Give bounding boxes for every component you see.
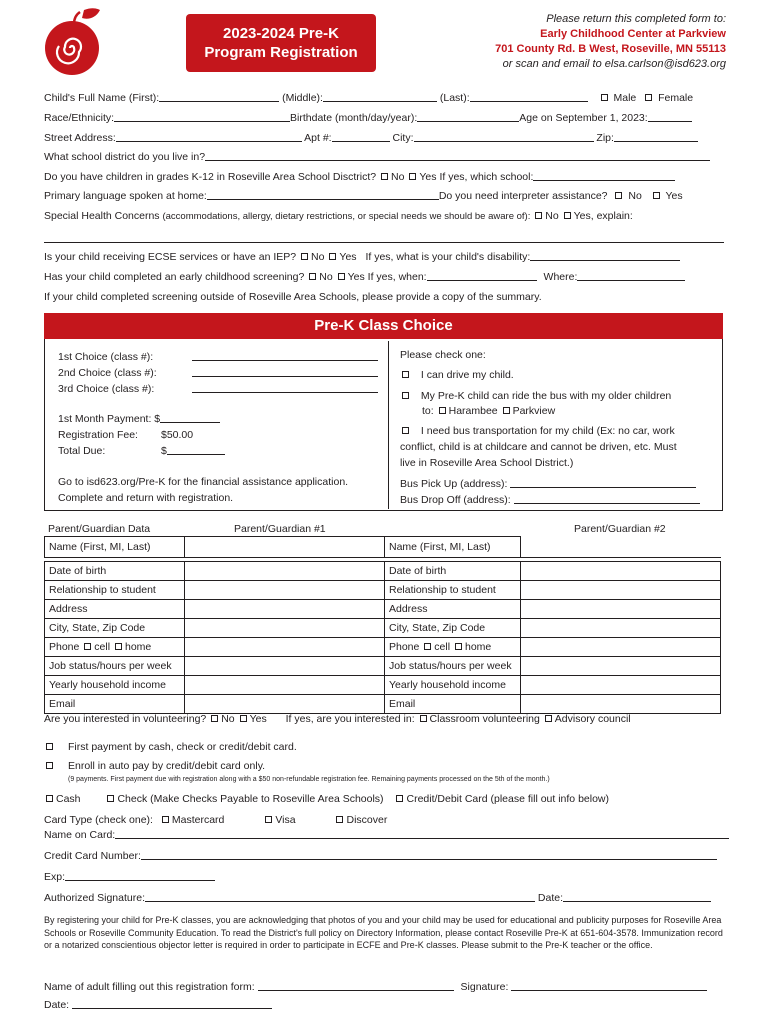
payment-method-row (44, 793, 609, 805)
guardian-1-address-cell[interactable] (185, 600, 385, 619)
health-label: Special Health Concerns (44, 210, 160, 222)
harambee-checkbox[interactable] (439, 407, 446, 414)
guardian-2-email-cell[interactable] (521, 695, 721, 714)
visa-label: Visa (275, 814, 296, 826)
opt-transport-row (400, 423, 677, 471)
health-no-label: No (545, 210, 559, 222)
health-yes-label: Yes, explain: (573, 210, 633, 222)
title-line-2: Program Registration (204, 44, 358, 61)
class-choice-divider (388, 341, 389, 509)
interpreter-label: Do you need interpreter assistance? (438, 190, 608, 202)
table-row (45, 638, 721, 657)
interpreter-yes-checkbox[interactable] (653, 192, 660, 199)
screening-no-checkbox[interactable] (309, 273, 316, 280)
guardian-2-name-cell[interactable] (521, 537, 721, 558)
footer-date-label: Date: (44, 999, 70, 1011)
volunteer-label: Are you interested in volunteering? (44, 713, 207, 725)
home-checkbox[interactable] (115, 643, 122, 650)
consent-paragraph: By registering your child for Pre-K classes, you are acknowledging that photos of you and your child may be used for educational and publicity purposes for Roseville Area Schools or Roseville Community Education. To read the District's full policy on Directory Information, please contact Roseville Pre-K at 651-604-3578. Immunization record or a notarized conscientious objector letter is required in order to participate in ECFE and Pre-K classes. Please submit to the Pre-K teacher or the office. (44, 915, 723, 950)
guardian-data-label: Parent/Guardian Data (48, 523, 151, 535)
guardian-table (44, 536, 721, 714)
check-one-label: Please check one: (400, 349, 486, 361)
phone-label: Phone (49, 641, 80, 653)
row-label: Date of birth (45, 562, 185, 581)
volunteer-row (44, 713, 631, 725)
child-name-row (44, 92, 693, 104)
row-label: Yearly household income (45, 676, 185, 695)
row-label: Address (385, 600, 521, 619)
parkview-checkbox[interactable] (503, 407, 510, 414)
guardian-2-phone-cell[interactable] (521, 638, 721, 657)
home-label: home (464, 641, 492, 653)
parkview-label: Parkview (512, 405, 556, 417)
table-row (45, 657, 721, 676)
row-label: Name (First, MI, Last) (45, 537, 185, 558)
screening-yes-checkbox[interactable] (338, 273, 345, 280)
opt-drive-checkbox[interactable] (402, 371, 409, 378)
screening-when-field[interactable] (427, 271, 537, 281)
last-name-field[interactable] (470, 92, 588, 102)
footer-date-row (44, 999, 272, 1011)
table-row (45, 619, 721, 638)
auth-date-field[interactable] (563, 892, 711, 902)
language-field[interactable] (207, 190, 439, 200)
opt-bus-checkbox[interactable] (402, 392, 409, 399)
birthdate-label: Birthdate (month/day/year): (290, 112, 418, 124)
volunteer-no-label: No (221, 713, 235, 725)
cell-checkbox[interactable] (84, 643, 91, 650)
guardian-2-income-cell[interactable] (521, 676, 721, 695)
ecse-row (44, 251, 680, 263)
ecse-which-label: If yes, what is your child's disability: (365, 251, 531, 263)
card-label: Credit/Debit Card (please fill out info below) (406, 793, 609, 805)
race-row (44, 112, 692, 124)
exp-row (44, 871, 215, 883)
volunteer-no-checkbox[interactable] (211, 715, 218, 722)
check-label: Check (Make Checks Payable to Roseville Area Schools) (117, 793, 384, 805)
autopay-checkbox[interactable] (46, 762, 53, 769)
choice-1-field[interactable] (192, 360, 378, 361)
financial-assistance (58, 474, 348, 506)
district-field[interactable] (205, 151, 710, 161)
opt-transport-line-2: conflict, child is at childcare and cannot be driven, etc. Must (400, 441, 677, 453)
cell-label: cell (94, 641, 111, 653)
row-label: Job status/hours per week (385, 657, 521, 676)
table-row (45, 695, 721, 714)
payment-summary (58, 411, 225, 459)
table-row (45, 676, 721, 695)
home-label: home (124, 641, 152, 653)
health-row (44, 210, 633, 222)
screening-where-label: Where: (543, 271, 578, 283)
guardian-2-city-cell[interactable] (521, 619, 721, 638)
interpreter-no-label: No (628, 190, 642, 202)
row-label: Yearly household income (385, 676, 521, 695)
auth-date-label: Date: (537, 892, 564, 904)
reg-fee-value: $50.00 (161, 429, 194, 441)
k12-which-field[interactable] (533, 171, 675, 181)
opt-transport-line-1: I need bus transportation for my child (Ex: no car, work (420, 425, 675, 437)
health-explain-line[interactable] (44, 242, 724, 243)
guardian-2-label: Parent/Guardian #2 (574, 523, 666, 535)
k12-no-checkbox[interactable] (381, 173, 388, 180)
k12-no-label: No (391, 171, 405, 183)
discover-checkbox[interactable] (336, 816, 343, 823)
guardian-1-job-cell[interactable] (185, 657, 385, 676)
fin-line-1: Go to isd623.org/Pre-K for the financial assistance application. (58, 476, 349, 488)
city-label: City: (392, 132, 414, 144)
class-choice-heading: Pre-K Class Choice (44, 313, 723, 339)
zip-field[interactable] (614, 132, 698, 142)
female-label: Female (658, 92, 694, 104)
health-note: (accommodations, allergy, dietary restrictions, or special needs we should be aware of): (162, 211, 531, 222)
row-label: Address (45, 600, 185, 619)
guardian-1-email-cell[interactable] (185, 695, 385, 714)
race-label: Race/Ethnicity: (44, 112, 115, 124)
title-line-1: 2023-2024 Pre-K (223, 25, 339, 42)
table-row (45, 581, 721, 600)
opt-bus-label: My Pre-K child can ride the bus with my older children (420, 390, 672, 402)
guardian-1-city-cell[interactable] (185, 619, 385, 638)
table-row (45, 537, 721, 558)
screening-where-field[interactable] (577, 271, 685, 281)
table-row (45, 562, 721, 581)
volunteer-yes-label: Yes (249, 713, 267, 725)
opt-transport-checkbox[interactable] (402, 427, 409, 434)
guardian-1-income-cell[interactable] (185, 676, 385, 695)
screening-when-label: Yes If yes, when: (347, 271, 427, 283)
health-yes-checkbox[interactable] (564, 212, 571, 219)
row-label: Job status/hours per week (45, 657, 185, 676)
district-label: What school district do you live in? (44, 151, 206, 163)
exp-field[interactable] (65, 871, 215, 881)
choice-3-label: 3rd Choice (class #): (58, 383, 155, 395)
first-payment-row (44, 741, 297, 753)
return-address-block (495, 12, 726, 72)
volunteer-yes-checkbox[interactable] (240, 715, 247, 722)
autopay-row (44, 760, 265, 772)
pickup-label: Bus Pick Up (address): (400, 478, 508, 490)
guardian-2-address-cell[interactable] (521, 600, 721, 619)
guardian-2-relationship-cell[interactable] (521, 581, 721, 600)
pickup-field[interactable] (510, 478, 696, 488)
name-on-card-row (44, 829, 729, 841)
ecse-no-checkbox[interactable] (301, 253, 308, 260)
mastercard-label: Mastercard (171, 814, 225, 826)
address-row (44, 132, 698, 144)
advisory-checkbox[interactable] (545, 715, 552, 722)
mastercard-checkbox[interactable] (162, 816, 169, 823)
center-address: 701 County Rd. B West, Roseville, MN 55113 (495, 43, 726, 55)
k12-row (44, 171, 675, 183)
table-row (45, 600, 721, 619)
card-type-label: Card Type (check one): (44, 814, 153, 826)
cell-checkbox[interactable] (424, 643, 431, 650)
choice-1-label: 1st Choice (class #): (58, 351, 154, 363)
k12-which-label: If yes, which school: (439, 171, 534, 183)
total-due-dollar: $ (161, 445, 167, 457)
health-no-checkbox[interactable] (535, 212, 542, 219)
name-on-card-label: Name on Card: (44, 829, 116, 841)
guardian-1-relationship-cell[interactable] (185, 581, 385, 600)
center-name: Early Childhood Center at Parkview (540, 28, 726, 40)
birthdate-field[interactable] (417, 112, 519, 122)
guardian-1-label: Parent/Guardian #1 (234, 523, 326, 535)
first-name-field[interactable] (159, 92, 279, 102)
classroom-label: Classroom volunteering (429, 713, 540, 725)
k12-yes-label: Yes (419, 171, 437, 183)
apple-spiral-logo-icon (44, 6, 104, 76)
row-label: Email (45, 695, 185, 714)
ecse-yes-checkbox[interactable] (329, 253, 336, 260)
cell-label: cell (434, 641, 451, 653)
choice-labels (58, 349, 157, 397)
bus-address-block (400, 476, 700, 508)
race-field[interactable] (114, 112, 290, 122)
autopay-label: Enroll in auto pay by credit/debit card only. (68, 760, 266, 772)
total-due-field[interactable] (167, 445, 225, 455)
check-checkbox[interactable] (107, 795, 114, 802)
footer-signature-field[interactable] (511, 981, 707, 991)
street-field[interactable] (116, 132, 302, 142)
return-line: Please return this completed form to: (546, 13, 726, 25)
phone-row-label (45, 638, 185, 657)
city-field[interactable] (414, 132, 594, 142)
name-on-card-field[interactable] (115, 829, 729, 839)
footer-signature-label: Signature: (460, 981, 509, 993)
ecse-label: Is your child receiving ECSE services or have an IEP? (44, 251, 297, 263)
month-payment-field[interactable] (160, 413, 220, 423)
age-field[interactable] (648, 112, 692, 122)
dropoff-field[interactable] (514, 494, 700, 504)
dropoff-label: Bus Drop Off (address): (400, 494, 511, 506)
guardian-1-name-cell[interactable] (185, 537, 385, 558)
k12-label: Do you have children in grades K-12 in Roseville Area School Disctrict? (44, 171, 377, 183)
opt-drive-row (400, 369, 514, 381)
row-label: Name (First, MI, Last) (385, 537, 521, 558)
guardian-2-dob-cell[interactable] (521, 562, 721, 581)
card-checkbox[interactable] (396, 795, 403, 802)
ecse-no-label: No (311, 251, 325, 263)
fin-line-2: Complete and return with registration. (58, 492, 234, 504)
age-label: Age on September 1, 2023: (519, 112, 648, 124)
zip-label: Zip: (596, 132, 614, 144)
row-label: Relationship to student (45, 581, 185, 600)
row-label: Email (385, 695, 521, 714)
footer-date-field[interactable] (72, 999, 272, 1009)
phone-row-label (385, 638, 521, 657)
first-payment-checkbox[interactable] (46, 743, 53, 750)
autopay-note: (9 payments. First payment due with registration along with a $50 non-refundable registration fee. Remaining payments processed on the 5th of the month.) (68, 776, 550, 783)
language-label: Primary language spoken at home: (44, 190, 207, 202)
screening-no-label: No (319, 271, 333, 283)
district-row (44, 151, 710, 163)
row-label: City, State, Zip Code (385, 619, 521, 638)
screening-note: If your child completed screening outside of Roseville Area Schools, please provide a copy of the summary. (44, 291, 542, 303)
apt-label: Apt #: (304, 132, 332, 144)
reg-fee-label: Registration Fee: (58, 429, 138, 441)
row-label: City, State, Zip Code (45, 619, 185, 638)
female-checkbox[interactable] (645, 94, 652, 101)
middle-name-label: (Middle): (282, 92, 323, 104)
ecse-yes-label: Yes (339, 251, 357, 263)
card-number-row (44, 850, 717, 862)
exp-label: Exp: (44, 871, 66, 883)
apt-field[interactable] (332, 132, 390, 142)
interpreter-no-checkbox[interactable] (615, 192, 622, 199)
last-name-label: (Last): (439, 92, 470, 104)
interpreter-yes-label: Yes (665, 190, 683, 202)
middle-name-field[interactable] (323, 92, 437, 102)
discover-label: Discover (346, 814, 388, 826)
street-label: Street Address: (44, 132, 116, 144)
total-due-label: Total Due: (58, 445, 106, 457)
guardian-1-phone-cell[interactable] (185, 638, 385, 657)
opt-drive-label: I can drive my child. (420, 369, 514, 381)
home-checkbox[interactable] (455, 643, 462, 650)
guardian-2-job-cell[interactable] (521, 657, 721, 676)
screening-label: Has your child completed an early childhood screening? (44, 271, 305, 283)
adult-name-field[interactable] (258, 981, 454, 991)
male-label: Male (613, 92, 637, 104)
opt-transport-line-3: live in Roseville Area School District.) (400, 457, 574, 469)
opt-bus-to: to: (422, 405, 434, 417)
first-payment-label: First payment by cash, check or credit/debit card. (68, 741, 297, 753)
cash-label: Cash (56, 793, 81, 805)
advisory-label: Advisory council (554, 713, 631, 725)
card-type-row (44, 814, 387, 826)
card-number-label: Credit Card Number: (44, 850, 141, 862)
signature-row (44, 892, 711, 904)
opt-bus-row (400, 389, 671, 419)
choice-2-label: 2nd Choice (class #): (58, 367, 157, 379)
classroom-checkbox[interactable] (420, 715, 427, 722)
guardian-1-dob-cell[interactable] (185, 562, 385, 581)
language-row (44, 190, 683, 202)
adult-name-label: Name of adult filling out this registration form: (44, 981, 255, 993)
form-title (186, 14, 376, 72)
first-name-label: Child's Full Name (First): (44, 92, 160, 104)
k12-yes-checkbox[interactable] (409, 173, 416, 180)
auth-signature-label: Authorized Signature: (44, 892, 145, 904)
row-label: Date of birth (385, 562, 521, 581)
visa-checkbox[interactable] (265, 816, 272, 823)
choice-3-field[interactable] (192, 392, 378, 393)
auth-signature-field[interactable] (145, 892, 535, 902)
volunteer-interest-label: If yes, are you interested in: (285, 713, 415, 725)
row-label: Relationship to student (385, 581, 521, 600)
cash-checkbox[interactable] (46, 795, 53, 802)
choice-2-field[interactable] (192, 376, 378, 377)
adult-name-row (44, 981, 707, 993)
screening-row (44, 271, 685, 283)
ecse-which-field[interactable] (530, 251, 680, 261)
phone-label: Phone (389, 641, 420, 653)
male-checkbox[interactable] (601, 94, 608, 101)
month-payment-label: 1st Month Payment: $ (58, 413, 161, 425)
card-number-field[interactable] (141, 850, 717, 860)
harambee-label: Harambee (448, 405, 498, 417)
scan-line: or scan and email to elsa.carlson@isd623.org (502, 58, 726, 70)
